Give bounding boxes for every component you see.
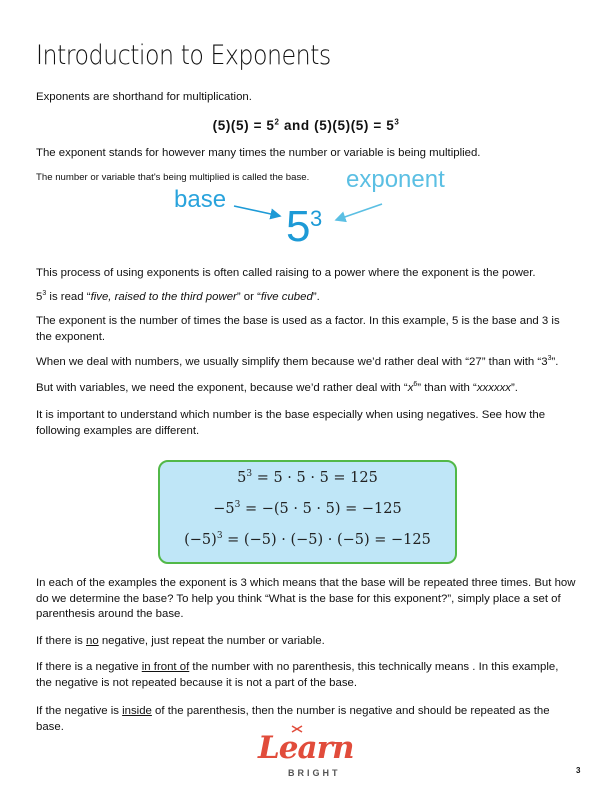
base-arrow — [234, 206, 280, 216]
numbers-paragraph: When we deal with numbers, we usually simplify them because we’d rather deal with “27” than with “$3^3$”. — [36, 355, 559, 368]
variables-paragraph: But with variables, we need the exponent, because we’d rather deal with “$x^6$” than with “xxxxxx”. — [36, 381, 518, 394]
page-title: Introduction to Exponents — [36, 40, 331, 71]
front-negative-paragraph: If there is a negative in front of the number with no parenthesis, this technically means . In this example, the negative is not repeated because it is not a part of the base. — [36, 661, 559, 689]
exponent-arrow — [336, 204, 382, 220]
base-definition: The number or variable that's being multiplied is called the base. — [36, 172, 310, 183]
intro-paragraph: Exponents are shorthand for multiplication. — [36, 91, 252, 103]
raising-paragraph: This process of using exponents is often called raising to a power where the exponent is the power. — [36, 267, 536, 279]
diagram-exponent-value: 3 — [310, 206, 323, 231]
base-exponent-diagram — [160, 162, 480, 262]
exponent-definition: The exponent stands for however many times the number or variable is being multiplied. — [36, 147, 481, 159]
example-line-1: $5^3 = 5 \cdot 5 \cdot 5 = 125$ — [237, 469, 378, 486]
example-line-2: $-5^3 = -(5 \cdot 5 \cdot 5) = -125$ — [213, 500, 402, 517]
logo-word: Learn — [258, 730, 354, 766]
factor-paragraph: The exponent is the number of times the base is used as a factor. In this example, 5 is the base and 3 is the exponent. — [36, 315, 560, 343]
read-as-paragraph: $5^3$ is read “five, raised to the third power” or “five cubed”. — [36, 290, 320, 303]
learn-bright-logo — [252, 730, 362, 782]
page-number: 3 — [576, 766, 581, 775]
exponent-label: exponent — [346, 166, 445, 193]
inside-negative-paragraph: If the negative is inside of the parenthesis, then the number is negative and should be repeated as the base. — [36, 705, 550, 733]
logo-subtitle: BRIGHT — [288, 768, 341, 778]
diagram-base-value: 5 — [286, 202, 311, 251]
no-negative-paragraph: If there is no negative, just repeat the number or variable. — [36, 635, 325, 647]
example-equation: $(5)(5) = 5^2$ and $(5)(5)(5) = 5^3$ — [212, 117, 400, 133]
base-label: base — [174, 186, 227, 213]
example-line-3: $(-5)^3 = (-5) \cdot (-5) \cdot (-5) = -125$ — [184, 531, 431, 548]
three-times-paragraph: In each of the examples the exponent is 3 which means that the base will be repeated three times. But how do we determine the base? To help you think “What is the base for this exponent?”, simply place a set of parenthesis around the base. — [36, 577, 576, 620]
examples-box — [158, 460, 457, 564]
negatives-paragraph: It is important to understand which number is the base especially when using negatives. See how the following examples are different. — [36, 409, 546, 437]
